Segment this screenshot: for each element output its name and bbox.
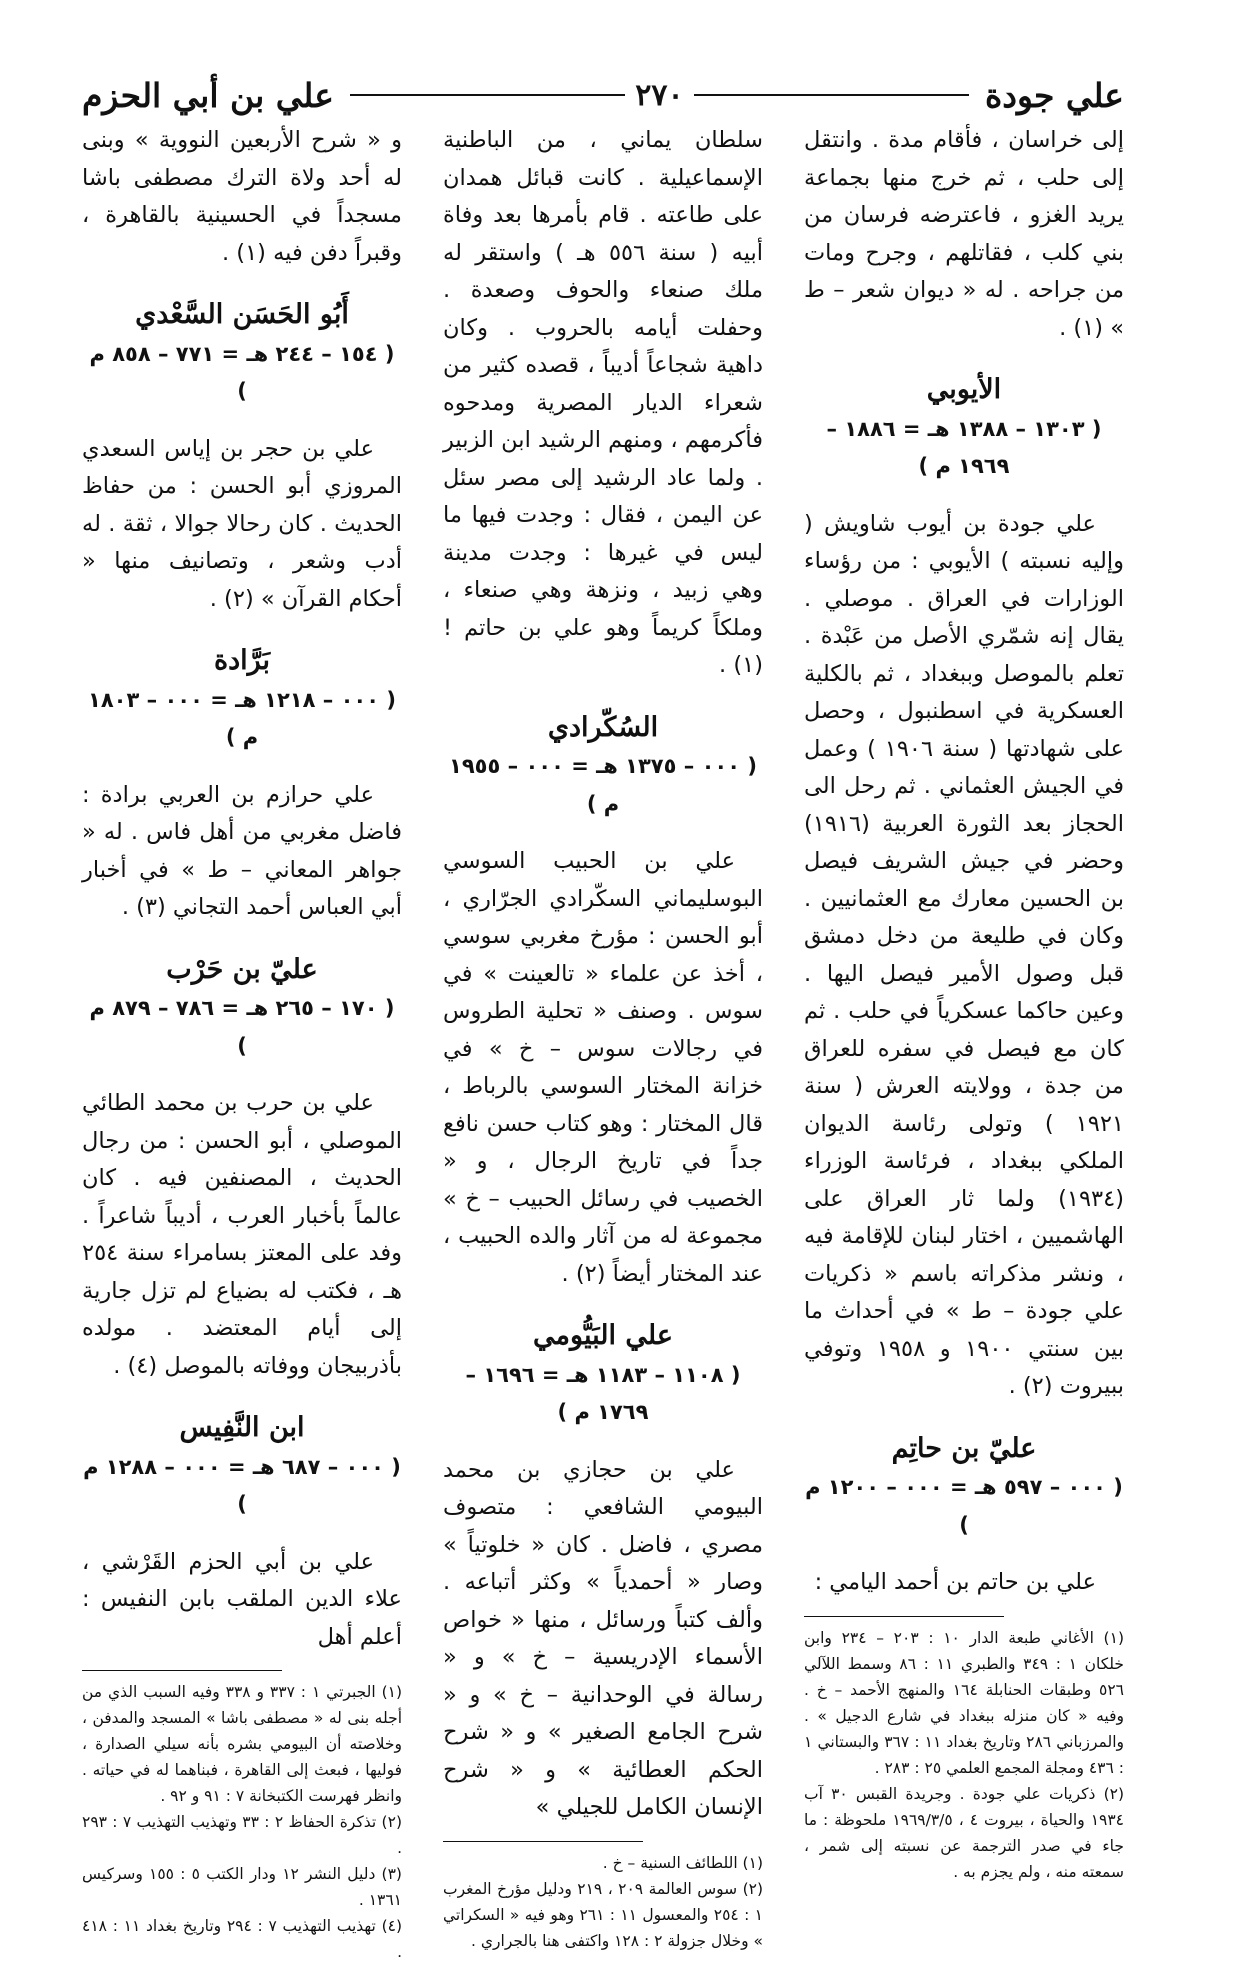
entry-dates-sukkradi: ( ٠٠٠ – ١٣٧٥ هـ = ٠٠٠ – ١٩٥٥ م ) xyxy=(449,754,757,816)
entry-title-bayyumi: علي البَيُّومي xyxy=(533,1320,673,1351)
column-left-intro: و « شرح الأربعين النووية » وبنى له أحد ولاة الترك مصطفى باشا مسجداً في الحسينية بالقاهرة ، وقبراً دفن فيه (١) . xyxy=(82,127,402,266)
entry-body-ayyubi: علي جودة بن أيوب شاويش ( وإليه نسبته ) الأيوبي : من رؤساء الوزارات في العراق . موصلي . يقال إنه شمّري الأصل من عَبْدة . تعلم بالموصل وببغداد ، ثم بالكلية العسكرية في اسطنبول ، وحصل على شهادتها ( سنة ١٩٠٦ ) وعمل في الجيش العثماني . ثم رحل الى الحجاز بعد الثورة العربية (١٩١٦) وحضر في جيش الشريف فيصل بن الحسين معارك مع العثمانيين . وكان في طليعة من دخل دمشق قبل وصول الأمير فيصل اليها . وعين حاكما عسكرياً في حلب . ثم كان مع فيصل في سفره للعراق من جدة ، وولايته العرش ( سنة ١٩٢١ ) وتولى رئاسة الديوان الملكي ببغداد ، فرئاسة الوزراء (١٩٣٤) ولما ثار العراق على الهاشميين ، اختار لبنان للإقامة فيه ، ونشر مذكراته باسم « ذكريات علي جودة – ط » في أحداث ما بين سنتي ١٩٠٠ و ١٩٥٨ وتوفي ببيروت (٢) . xyxy=(804,510,1125,1399)
column-middle xyxy=(443,122,764,1950)
entry-dates-ali-bin-harb: ( ١٧٠ – ٢٦٥ هـ = ٧٨٦ – ٨٧٩ م ) xyxy=(89,996,395,1058)
entry-body-sukkradi: علي بن الحبيب السوسي البوسليماني السكّرادي الجرّاري ، أبو الحسن : مؤرخ مغربي سوسي ، أخذ عن علماء « تالعينت » في سوس . وصنف « تحلية الطروس في رجالات سوس – خ » في خزانة المختار السوسي بالرباط ، قال المختار : وهو كتاب حسن نافع جداً في تاريخ الرجال ، و « الخصيب في رسائل الحبيب – خ » مجموعة له من آثار والده الحبيب ، عند المختار أيضاً (٢) . xyxy=(443,848,763,1287)
column-right xyxy=(804,122,1125,1881)
footnote-rule xyxy=(443,1841,643,1842)
column-right-intro: إلى خراسان ، فأقام مدة . وانتقل إلى حلب ، ثم خرج منها بجماعة يريد الغزو ، فاعترضه فرسان من بني كلب ، فقاتلهم ، وجرح ومات من جراحه . له « ديوان شعر – ط » (١) . xyxy=(804,127,1124,341)
footnote: (٤) تهذيب التهذيب ٧ : ٢٩٤ وتاريخ بغداد ١١ : ٤١٨ . xyxy=(82,1917,403,1961)
column-middle-intro: سلطان يماني ، من الباطنية الإسماعيلية . كانت قبائل همدان على طاعته . قام بأمرها بعد وفاة أبيه ( سنة ٥٥٦ هـ ) واستقر له ملك صنعاء والحوف وصعدة . وحفلت أيامه بالحروب . وكان داهية شجاعاً أديباً ، قصده كثير من شعراء الديار المصرية ومدحوه فأكرمهم ، ومنهم الرشيد ابن الزبير . ولما عاد الرشيد إلى مصر سئل عن اليمن ، فقال : وجدت فيها ما ليس في غيرها : وجدت مدينة وهي زبيد ، ونزهة وهي صنعاء ، وملكاً كريماً وهو علي بن حاتم ! (١) . xyxy=(443,127,763,678)
entry-body-ibn-al-nafis: علي بن أبي الحزم القَرْشي ، علاء الدين الملقب بابن النفيس : أعلم أهل xyxy=(82,1548,402,1650)
footnote: (٢) تذكرة الحفاظ ٢ : ٣٣ وتهذيب التهذيب ٧ : ٢٩٣ . xyxy=(82,1813,403,1857)
page-number: ٢٧٠ xyxy=(635,77,684,113)
footnote-rule xyxy=(804,1616,1004,1617)
entry-body-abu-al-hasan-al-saadi: علي بن حجر بن إياس السعدي المروزي أبو الحسن : من حفاظ الحديث . كان رحالا جوالا ، ثقة . له أدب وشعر ، وتصانيف منها « أحكام القرآن » (٢) . xyxy=(82,435,402,612)
footnote: (١) الجبرتي ١ : ٣٣٧ و ٣٣٨ وفيه السبب الذي من أجله بنى له « مصطفى باشا » المسجد والمدفن ، وخلاصته أن البيومي بشره بأنه سيلي الصدارة ، فوليها ، فبعث إلى القاهرة ، فبناهما له في حياته . وانظر فهرست الكتبخانة ٧ : ٩١ و ٩٢ . xyxy=(82,1683,403,1805)
entry-dates-abu-al-hasan-al-saadi: ( ١٥٤ – ٢٤٤ هـ = ٧٧١ – ٨٥٨ م ) xyxy=(89,341,395,403)
entry-title-ayyubi: الأيوبي xyxy=(926,374,1002,405)
entry-title-ali-bin-harb: عليّ بن حَرْب xyxy=(166,953,318,985)
header-left-title: علي بن أبي الحزم xyxy=(82,75,334,115)
entry-dates-ali-bin-hatim: ( ٠٠٠ – ٥٩٧ هـ = ٠٠٠ – ١٢٠٠ م ) xyxy=(805,1475,1123,1537)
footnote: (٢) سوس العالمة ٢٠٩ ، ٢١٩ ودليل مؤرخ المغرب ١ : ٢٥٤ والمعسول ١١ : ٢٦١ وهو فيه « السكراتي » وخلال جزولة ٢ : ١٢٨ واكتفى هنا بالجراري . xyxy=(443,1879,764,1950)
header-rule-left xyxy=(350,94,625,96)
header-rule-right xyxy=(694,94,969,96)
footnote: (١) اللطائف السنية – خ . xyxy=(602,1853,763,1872)
entry-title-ali-bin-hatim: عليّ بن حاتِم xyxy=(891,1432,1037,1464)
entry-dates-ayyubi: ( ١٣٠٣ – ١٣٨٨ هـ = ١٨٨٦ – ١٩٦٩ م ) xyxy=(826,416,1102,478)
footnote: (٢) ذكريات علي جودة . وجريدة القبس ٣٠ آب ١٩٣٤ والحياة ، بيروت ٤ ، ١٩٦٩/٣/٥ ملحوظة : ما جاء في صدر الترجمة عن نسبته إلى شمر ، سمعته منه ، ولم يجزم به . xyxy=(804,1784,1125,1881)
entry-title-abu-al-hasan-al-saadi: أَبُو الحَسَن السَّعْدي xyxy=(135,299,349,330)
footnote: (١) الأغاني طبعة الدار ١٠ : ٢٠٣ – ٢٣٤ وابن خلكان ١ : ٣٤٩ والطبري ١١ : ٨٦ وسمط اللآلي ٥٢٦ وطبقات الحنابلة ١٦٤ والمنهج الأحمد – خ . وفيه « كان منزله ببغداد في شارع الدجيل » . والمرزباني ٢٨٦ وتاريخ بغداد ١١ : ٣٦٧ والبستاني ١ : ٤٣٦ ومجلة المجمع العلمي ٢٥ : ٢٨٣ . xyxy=(804,1628,1125,1777)
entry-title-barrada: بَرَّادة xyxy=(213,645,271,676)
page-header xyxy=(82,70,1124,120)
header-right-title: علي جودة xyxy=(984,75,1124,115)
entry-dates-ibn-al-nafis: ( ٠٠٠ – ٦٨٧ هـ = ٠٠٠ – ١٢٨٨ م ) xyxy=(83,1454,401,1516)
entry-body-bayyumi: علي بن حجازي بن محمد البيومي الشافعي : متصوف مصري ، فاضل . كان « خلوتياً » وصار « أحمدياً » وكثر أتباعه . وألف كتباً ورسائل ، منها « خواص الأسماء الإدريسية – خ » و « رسالة في الوحدانية – خ » و « شرح الجامع الصغير » و « شرح الحكم العطائية » و « شرح الإنسان الكامل للجيلي » xyxy=(443,1456,763,1820)
header-center xyxy=(350,78,969,113)
footnote-rule xyxy=(82,1670,282,1671)
entry-title-sukkradi: السُكّرادي xyxy=(547,711,659,743)
entry-dates-barrada: ( ٠٠٠ – ١٢١٨ هـ = ٠٠٠ – ١٨٠٣ م ) xyxy=(88,687,396,749)
entry-dates-bayyumi: ( ١١٠٨ – ١١٨٣ هـ = ١٦٩٦ – ١٧٦٩ م ) xyxy=(465,1362,741,1424)
entry-body-ali-bin-harb: علي بن حرب بن محمد الطائي الموصلي ، أبو الحسن : من رجال الحديث ، المصنفين فيه . كان عالماً بأخبار العرب ، أديباً شاعراً . وفد على المعتز بسامراء سنة ٢٥٤ هـ ، فكتب له بضياع لم تزل جارية إلى أيام المعتضد . مولده بأذربيجان ووفاته بالموصل (٤) . xyxy=(82,1090,402,1379)
entry-title-ibn-al-nafis: ابن النَّفِيس xyxy=(179,1412,305,1443)
footnote: (٣) دليل النشر ١٢ ودار الكتب ٥ : ١٥٥ وسركيس ١٣٦١ . xyxy=(82,1865,402,1909)
entry-body-ali-bin-hatim: علي بن حاتم بن أحمد اليامي : xyxy=(814,1569,1096,1595)
entry-body-barrada: علي حرازم بن العربي برادة : فاضل مغربي من أهل فاس . له « جواهر المعاني – ط » في أخبار أبي العباس أحمد التجاني (٣) . xyxy=(82,781,402,920)
column-left xyxy=(82,122,403,1961)
